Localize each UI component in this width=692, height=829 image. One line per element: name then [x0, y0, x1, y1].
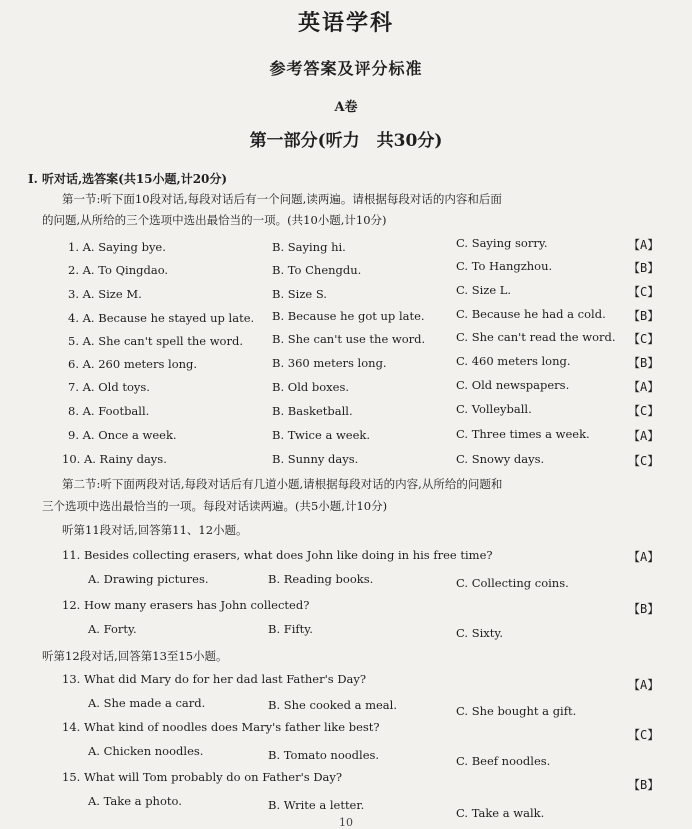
option-b: B. She cooked a meal.: [268, 698, 397, 712]
page-subtitle: 参考答案及评分标准: [269, 59, 423, 78]
option-a: 4. A. Because he stayed up late.: [68, 311, 255, 325]
option-a: 6. A. 260 meters long.: [68, 357, 198, 371]
option-a: 3. A. Size M.: [68, 287, 142, 301]
option-c: C. Beef noodles.: [456, 754, 551, 768]
option-a: A. Chicken noodles.: [88, 744, 204, 758]
answer-badge: 【B】: [628, 602, 660, 616]
option-a: 7. A. Old toys.: [68, 380, 150, 394]
volume-label: A卷: [334, 100, 358, 115]
option-b: B. Sunny days.: [272, 452, 359, 466]
option-b: B. Because he got up late.: [272, 309, 425, 323]
option-c: C. Collecting coins.: [456, 576, 569, 590]
answer-badge: 【B】: [628, 778, 660, 792]
option-c: C. She bought a gift.: [456, 704, 577, 718]
section-heading: Ⅰ. 听对话,选答案(共15小题,计20分): [28, 172, 228, 186]
option-b: B. Fifty.: [268, 622, 313, 636]
answer-badge: 【A】: [628, 678, 660, 692]
option-b: B. Tomato noodles.: [268, 748, 380, 762]
option-c: C. Size L.: [456, 283, 512, 297]
option-b: B. Old boxes.: [272, 380, 350, 394]
option-a: 5. A. She can't spell the word.: [68, 334, 243, 348]
answer-badge: 【C】: [628, 285, 660, 299]
answer-badge: 【A】: [628, 550, 660, 564]
page-title: 英语学科: [297, 10, 394, 36]
option-a: 8. A. Football.: [68, 404, 150, 418]
option-b: B. Twice a week.: [272, 428, 371, 442]
question-stem: 15. What will Tom probably do on Father's Day?: [62, 770, 343, 784]
dialog-12-heading: 听第12段对话,回答第13至15小题。: [42, 649, 228, 663]
part2-instruction-line1: 第二节:听下面两段对话,每段对话后有几道小题,请根据每段对话的内容,从所给的问题和: [62, 477, 503, 491]
answer-badge: 【C】: [628, 332, 660, 346]
answer-badge: 【C】: [628, 404, 660, 418]
part1-instruction-line1: 第一节:听下面10段对话,每段对话后有一个问题,读两遍。请根据每段对话的内容和后面: [62, 192, 502, 206]
option-b: B. She can't use the word.: [272, 332, 426, 346]
option-a: A. Forty.: [88, 622, 137, 636]
answer-badge: 【A】: [628, 238, 660, 252]
option-b: B. Reading books.: [268, 572, 374, 586]
option-c: C. Sixty.: [456, 626, 503, 640]
answer-badge: 【B】: [628, 309, 660, 323]
option-a: 2. A. To Qingdao.: [68, 263, 169, 277]
option-c: C. Take a walk.: [456, 806, 545, 820]
option-a: A. Drawing pictures.: [88, 572, 209, 586]
answer-badge: 【A】: [628, 429, 660, 443]
part1-instruction-line2: 的问题,从所给的三个选项中选出最恰当的一项。(共10小题,计10分): [42, 213, 387, 227]
option-c: C. Volleyball.: [456, 402, 532, 416]
option-b: B. Basketball.: [272, 404, 353, 418]
option-a: 9. A. Once a week.: [68, 428, 177, 442]
question-stem: 11. Besides collecting erasers, what does John like doing in his free time?: [62, 548, 493, 562]
option-a: 1. A. Saying bye.: [68, 240, 166, 254]
option-c: C. Snowy days.: [456, 452, 545, 466]
option-b: B. To Chengdu.: [272, 263, 362, 277]
question-stem: 12. How many erasers has John collected?: [62, 598, 310, 612]
question-stem: 13. What did Mary do for her dad last Father's Day?: [62, 672, 367, 686]
answer-badge: 【B】: [628, 356, 660, 370]
page-number: 10: [339, 816, 353, 829]
option-b: B. Write a letter.: [268, 798, 365, 812]
option-b: B. Size S.: [272, 287, 327, 301]
option-b: B. Saying hi.: [272, 240, 346, 254]
option-c: C. To Hangzhou.: [456, 259, 553, 273]
part2-instruction-line2: 三个选项中选出最恰当的一项。每段对话读两遍。(共5小题,计10分): [42, 499, 388, 513]
answer-badge: 【C】: [628, 454, 660, 468]
option-c: C. Saying sorry.: [456, 236, 548, 250]
option-a: A. She made a card.: [88, 696, 206, 710]
answer-badge: 【B】: [628, 261, 660, 275]
question-stem: 14. What kind of noodles does Mary's father like best?: [62, 720, 380, 734]
option-b: B. 360 meters long.: [272, 356, 387, 370]
option-c: C. Old newspapers.: [456, 378, 570, 392]
option-c: C. Three times a week.: [456, 427, 590, 441]
part-heading: 第一部分(听力 共30分): [249, 131, 443, 151]
option-c: C. 460 meters long.: [456, 354, 571, 368]
option-a: A. Take a photo.: [88, 794, 182, 808]
option-a: 10. A. Rainy days.: [62, 452, 167, 466]
option-c: C. She can't read the word.: [456, 330, 616, 344]
dialog-11-heading: 听第11段对话,回答第11、12小题。: [62, 523, 248, 537]
option-c: C. Because he had a cold.: [456, 307, 606, 321]
answer-badge: 【C】: [628, 728, 660, 742]
answer-badge: 【A】: [628, 380, 660, 394]
